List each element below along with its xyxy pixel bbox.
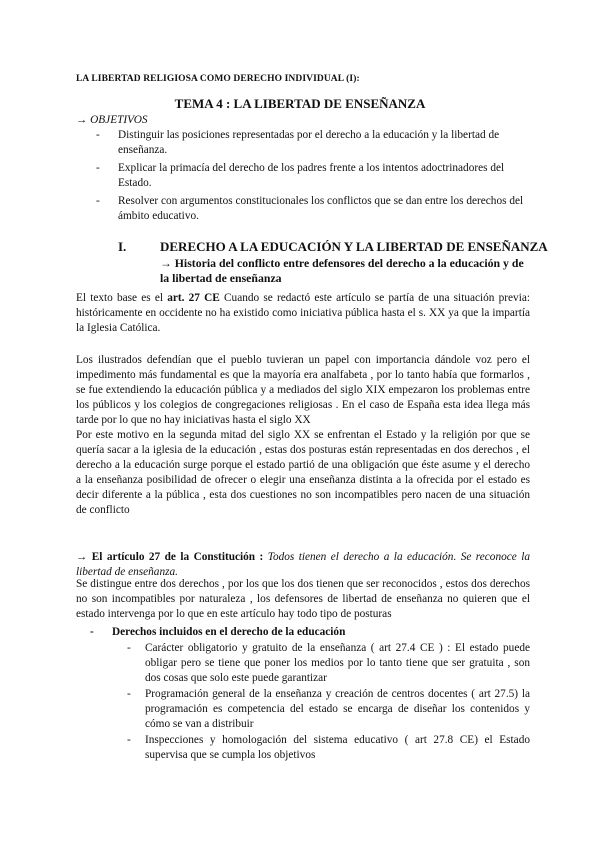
page-title: TEMA 4 : LA LIBERTAD DE ENSEÑANZA: [174, 96, 426, 111]
subheading-historia: → Historia del conflicto entre defensores del derecho a la educación y de la libertad de enseñanza: [160, 256, 524, 285]
paragraph-text: Cuando se redactó este artículo se partía de una situación previa: históricamente en occidente no ha existido como iniciativa pública hasta el s. XX ya que la impartía la Iglesia Católica.: [76, 292, 530, 334]
paragraph-text: El texto base es el: [76, 292, 168, 304]
paragraph-dos-derechos: Se distingue entre dos derechos , por los que los dos tienen que ser reconocidos , estos dos derechos no son incompatibles por naturaleza , los defensores de libertad de enseñanza no quieren que el estado intervenga por lo que en este artículo hay todo tipo de posturas: [76, 578, 530, 620]
objetivos-list: [118, 128, 530, 227]
list-item: - Carácter obligatorio y gratuito de la enseñanza ( art 27.4 CE ) : El estado puede obligar pero se tiene que poner los medios por lo tanto tiene que ser gratuita , son dos cosas que solo este puede garantizar: [145, 641, 530, 686]
section-number: I.: [118, 239, 127, 254]
list-item: - Distinguir las posiciones representadas por el derecho a la educación y la libertad de enseñanza.: [118, 128, 530, 158]
section-title: DERECHO A LA EDUCACIÓN Y LA LIBERTAD DE ENSEÑANZA: [160, 239, 548, 254]
derechos-heading-text: Derechos incluidos en el derecho de la educación: [112, 626, 346, 638]
dash-bullet: -: [90, 626, 94, 638]
article-reference: art. 27 CE: [167, 292, 220, 304]
article-27-label: → El artículo 27 de la Constitución :: [76, 551, 264, 563]
list-item: - Resolver con argumentos constitucionales los conflictos que se dan entre los derechos del ámbito educativo.: [118, 194, 530, 224]
paragraph-ilustrados: [76, 353, 530, 518]
pretitle: LA LIBERTAD RELIGIOSA COMO DERECHO INDIVIDUAL (I):: [76, 74, 360, 84]
objetivos-heading: → OBJETIVOS: [76, 114, 148, 126]
paragraph-text: Los ilustrados defendían que el pueblo tuvieran un papel con importancia dándole voz pero el impedimento más fundamental es que la mayoría era analfabeta , por lo tanto había que formarlos , se fue extendiendo la educación pública y a mediados del siglo XIX empezaron los problemas entre los públicos y los colegios de congregaciones religiosas . En el caso de España esta idea llega más tarde por lo que no hay iniciativas hasta el siglo XX: [76, 354, 530, 426]
paragraph-texto-base: [76, 291, 530, 336]
list-item: - Explicar la primacía del derecho de los padres frente a los intentos adoctrinadores del Estado.: [118, 161, 530, 191]
list-item: - Inspecciones y homologación del sistema educativo ( art 27.8 CE) el Estado supervisa que se cumpla los objetivos: [145, 733, 530, 763]
derechos-list: [145, 641, 530, 764]
article-27-heading: [76, 550, 530, 580]
paragraph-text: Por este motivo en la segunda mitad del siglo XX se enfrentan el Estado y la religión por que se quería sacar a la iglesia de la educación , estas dos posturas están representadas en dos derechos , el derecho a la educación surge porque el estado partió de una obligación que éste asume y el derecho a la enseñanza posibilidad de ofrecer o elegir una enseñanza distinta a la ofrecida por el estado es decir diferente a la pública , esta dos cuestiones no son incompatibles pero nacen de una situación de conflicto: [76, 429, 530, 516]
list-item: - Programación general de la enseñanza y creación de centros docentes ( art 27.5) la programación es competencia del estado se encarga de diseñar los contenidos y cómo se van a distribuir: [145, 687, 530, 732]
article-27-quote: Todos tienen el derecho a la educación. Se reconoce la libertad de enseñanza.: [76, 551, 530, 578]
